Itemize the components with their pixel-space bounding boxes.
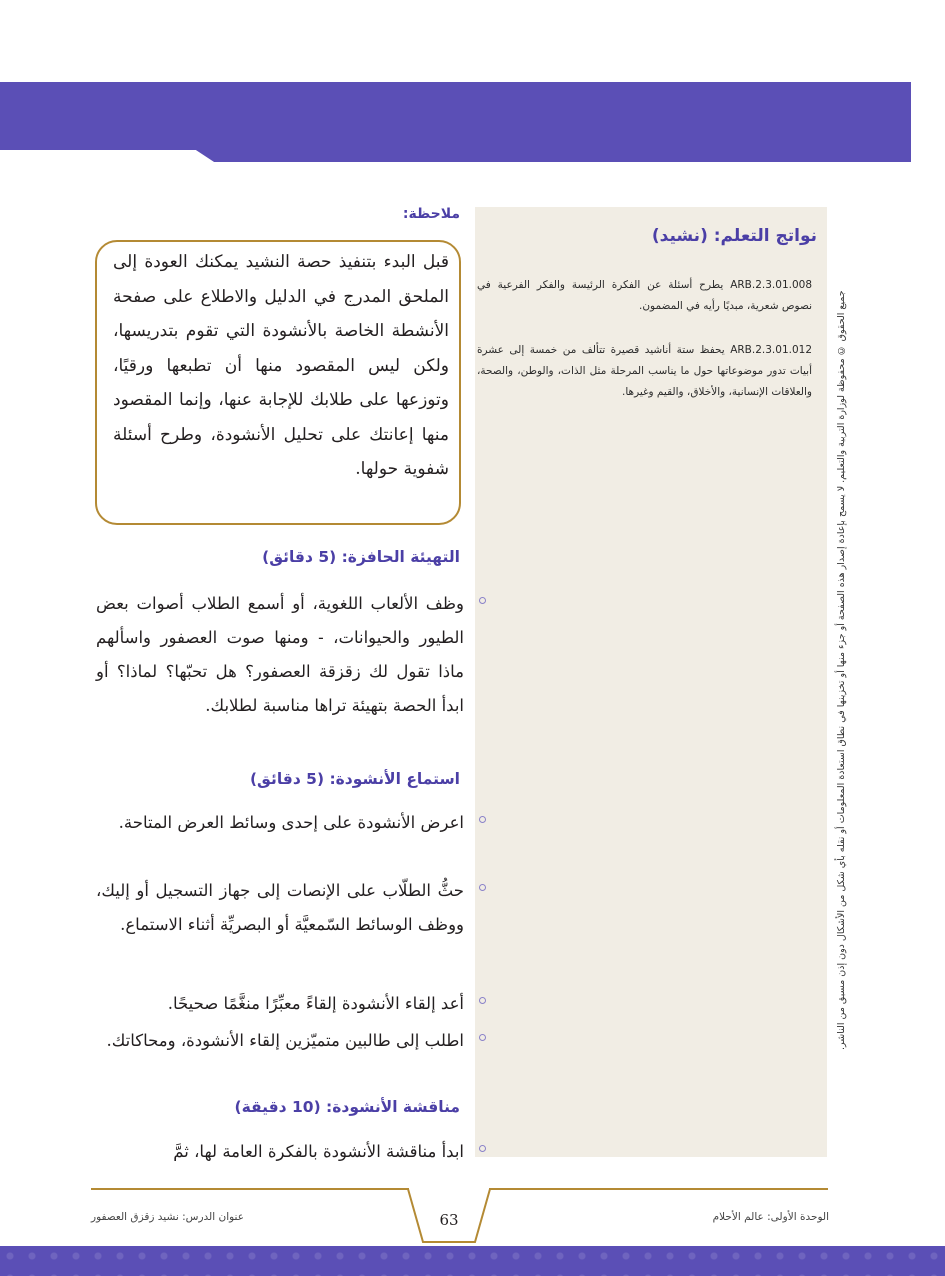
note-text: قبل البدء بتنفيذ حصة النشيد يمكنك العودة إلى الملحق المدرج في الدليل والاطلاع على صفحة الأنشطة الخاصة بالأنشودة التي تقوم بتدريسها، ولكن ليس المقصود منها أن تطبعها ورقيًا، وتوزعها على طلابك للإجابة عنها، وإنما المقصود منها إعانتك على تحليل الأنشودة، وطرح أسئلة شفوية حولها. [113,252,449,479]
learning-outcomes-title: نواتج التعلم: (نشيد) [651,226,817,246]
list-item-text: أعد إلقاء الأنشودة إلقاءً معبِّرًا منغَّمًا صحيحًا. [167,994,464,1013]
bullet-icon [479,884,486,891]
list-item-text: ابدأ مناقشة الأنشودة بالفكرة العامة لها، ثمَّ [173,1142,464,1161]
list-item [96,806,486,840]
bullet-icon [479,997,486,1004]
unit-title: الوحدة الأولى: عالم الأحلام [712,1211,829,1223]
list-item [96,1135,486,1169]
list-item-text: اعرض الأنشودة على إحدى وسائط العرض المتاحة. [118,813,464,832]
list-item [96,987,486,1021]
bullet-icon [479,1145,486,1152]
outcome-item [477,340,812,403]
outcome-text: يطرح أسئلة عن الفكرة الرئيسة والفكر الفرعية في نصوص شعرية، مبديًا رأيه في المضمون. [477,279,812,312]
outcome-item [477,275,812,317]
outcome-code: ARB.2.3.01.012 [730,344,812,356]
section-title-warmup: التهيئة الحافزة: (5 دقائق) [262,548,460,566]
bullet-icon [479,1034,486,1041]
footer-band [0,1246,945,1276]
copyright-notice: جميع الحقوق © محفوظة لوزارة التربية والتعليم. لا يسمح بإعادة إصدار هذه الصفحة أو جزء منها أو تخزينها في نطاق استعادة المعلومات أو نقله بأي شكل من الأشكال دون إذن مسبق من الناشر. [836,290,847,1050]
footer-divider [91,1188,409,1190]
bullet-icon [479,597,486,604]
footer-divider [489,1188,828,1190]
section-title-discussion: مناقشة الأنشودة: (10 دقيقة) [234,1098,460,1116]
lesson-title: عنوان الدرس: نشيد زقزق العصفور [91,1211,244,1223]
section-title-listening: استماع الأنشودة: (5 دقائق) [249,770,460,788]
header-band [0,82,911,162]
list-item [96,1024,486,1058]
page-number: 63 [439,1211,459,1229]
list-item [96,874,486,942]
bullet-icon [479,816,486,823]
list-item-text: اطلب إلى طالبين متميّزين إلقاء الأنشودة، ومحاكاتك. [106,1031,464,1050]
outcome-text: يحفظ ستة أناشيد قصيرة تتألف من خمسة إلى عشرة أبيات تدور موضوعاتها حول ما يناسب المرحلة مثل الذات، والوطن، والصحة، والعلاقات الإنسانية، والأخلاق، والقيم وغيرها. [477,344,812,398]
list-item-text: وظف الألعاب اللغوية، أو أسمع الطلاب أصوات بعض الطيور والحيوانات، - ومنها صوت العصفور واسألهم ماذا تقول لك زقزقة العصفور؟ هل تحبّها؟ لماذا؟ أو ابدأ الحصة بتهيئة تراها مناسبة لطلابك. [96,594,464,715]
list-item [96,587,486,723]
outcome-code: ARB.2.3.01.008 [730,279,812,291]
list-item-text: حثُّ الطلّاب على الإنصات إلى جهاز التسجيل أو إليك، ووظف الوسائط السّمعيَّة أو البصريِّة أثناء الاستماع. [96,881,464,934]
note-title: ملاحظة: [402,206,460,222]
